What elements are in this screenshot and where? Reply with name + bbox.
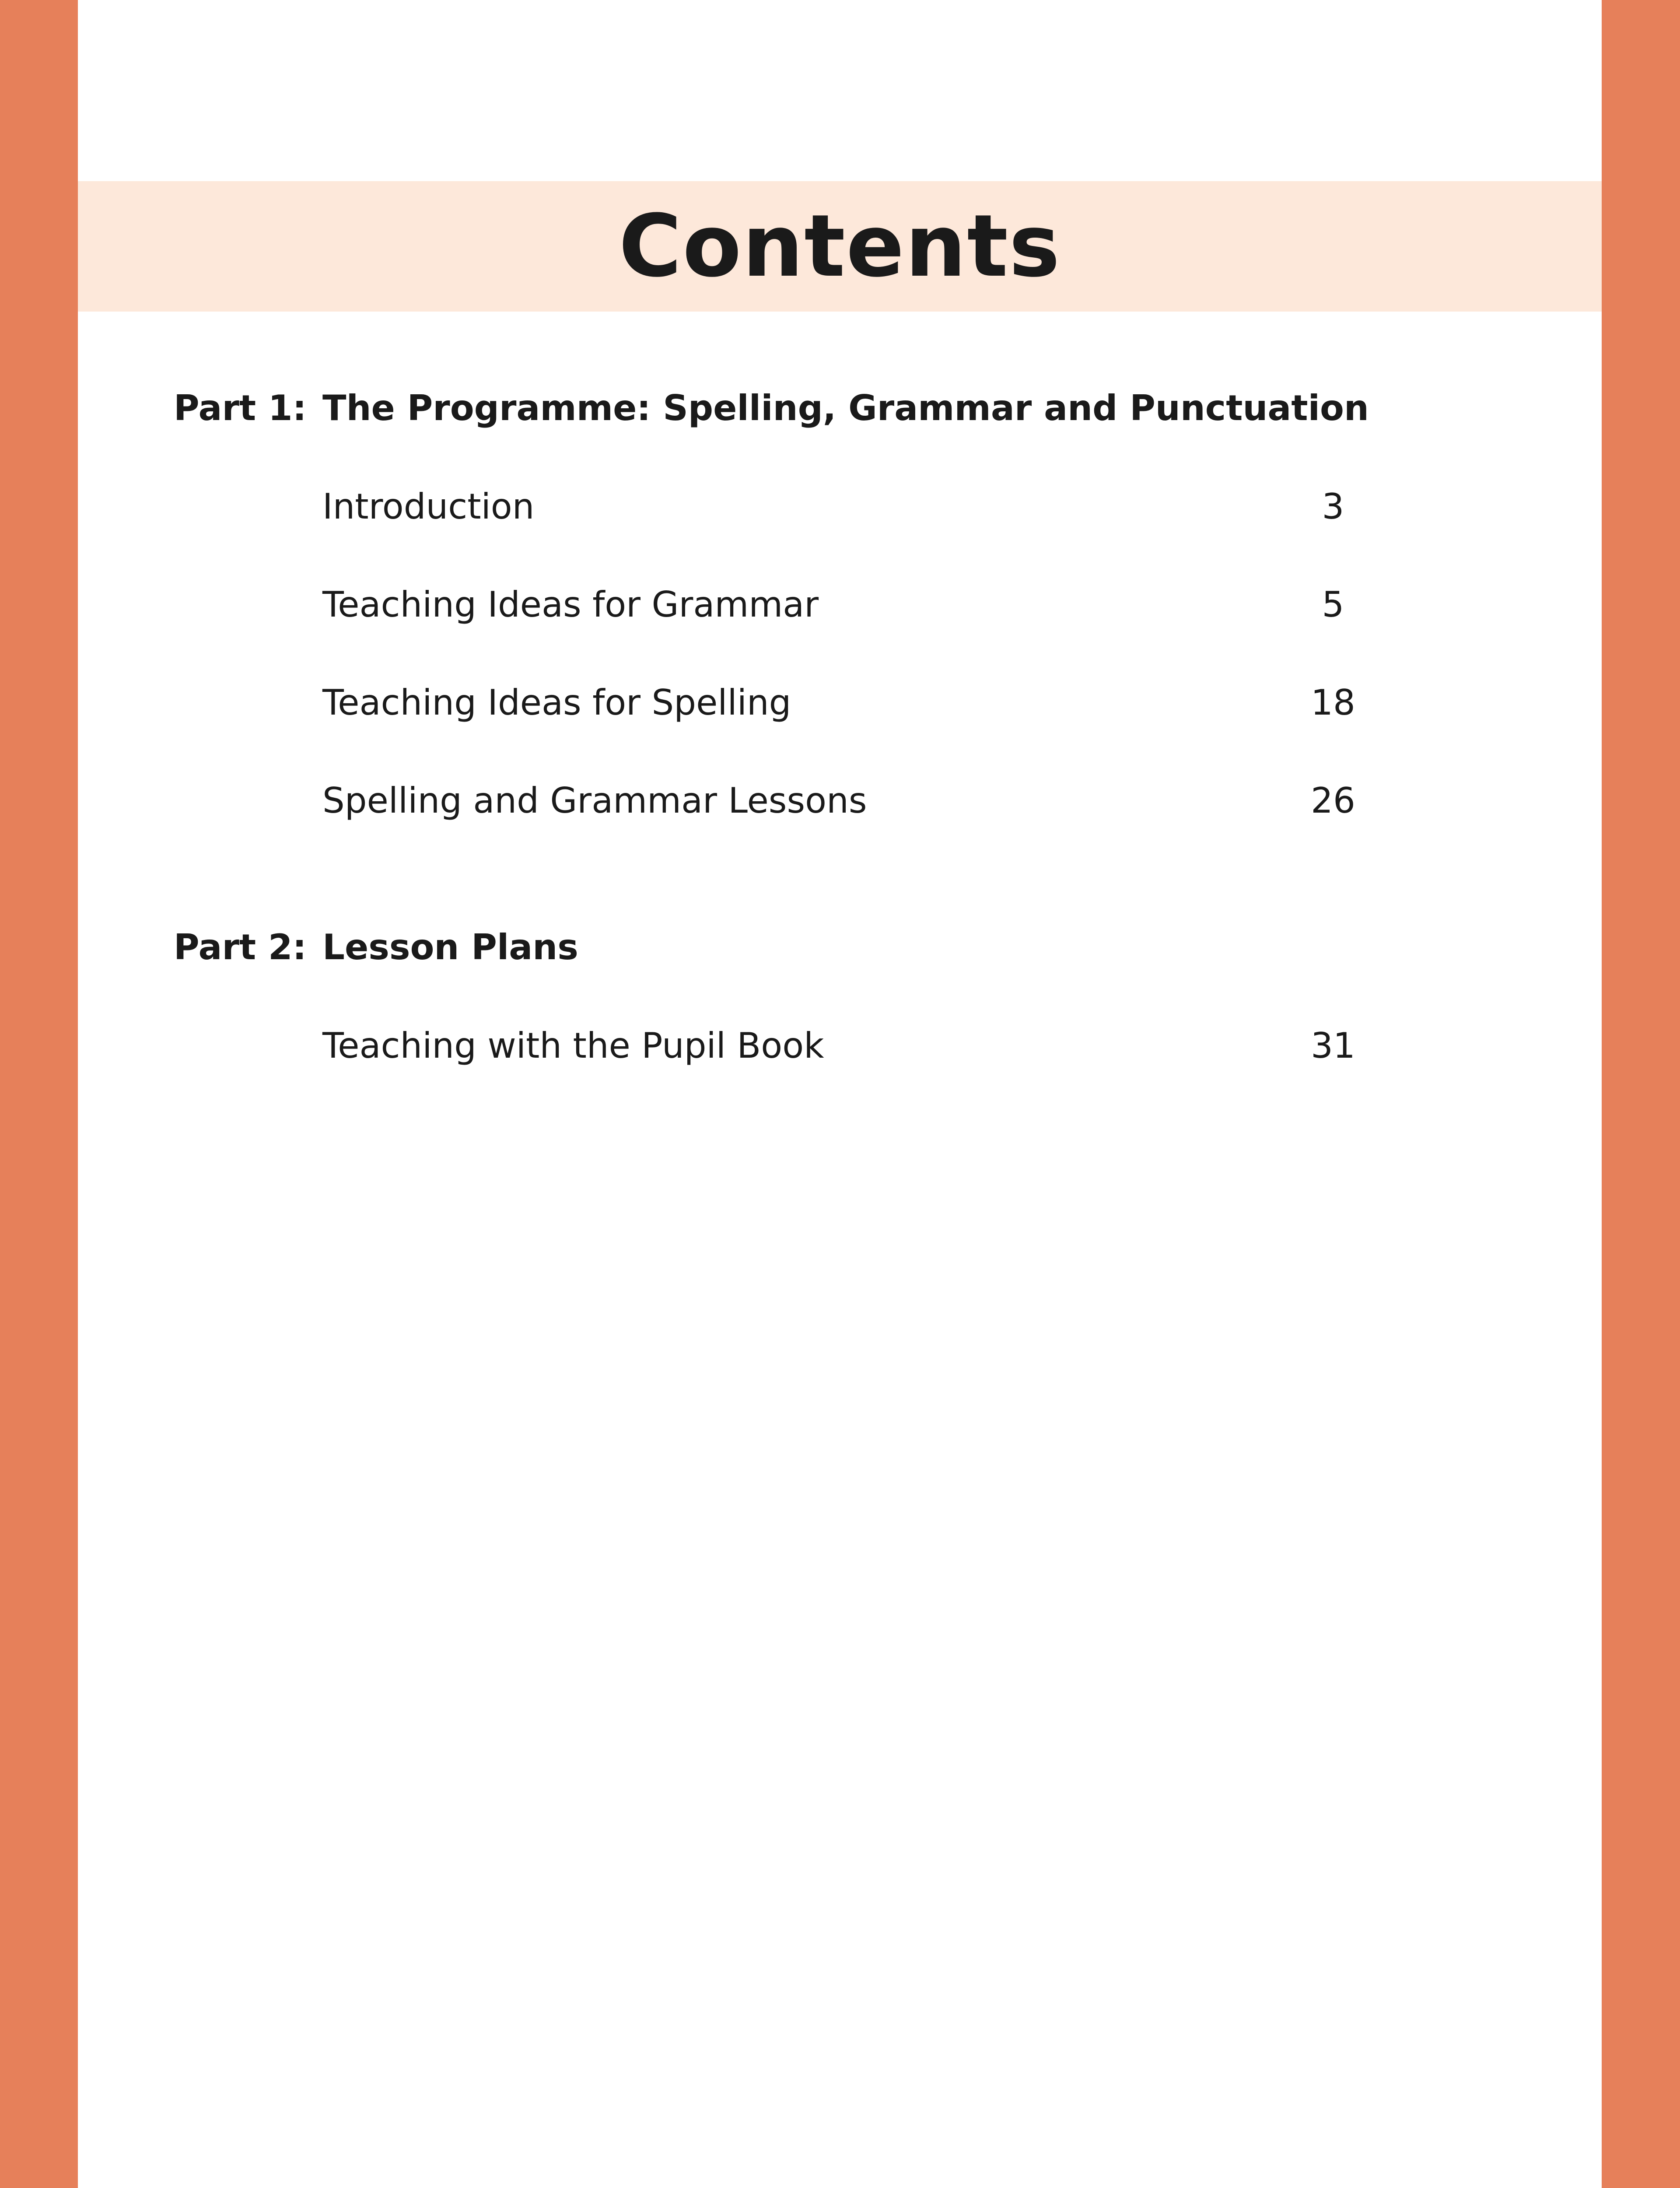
toc-entry-page: 3 [1322,486,1344,527]
toc-entry-teaching-ideas-spelling[interactable] [322,682,1377,723]
toc-entry-page: 26 [1311,780,1355,821]
toc-entry-title: Teaching Ideas for Spelling [322,682,791,723]
toc-entry-teaching-ideas-grammar[interactable] [322,584,1377,625]
part-1-title: The Programme: Spelling, Grammar and Punctuation [322,388,1369,428]
toc-entry-spelling-grammar-lessons[interactable] [322,780,1377,821]
toc-entry-title: Teaching Ideas for Grammar [322,584,819,625]
title-band [78,181,1602,312]
part-1-heading [174,388,1369,428]
toc-entry-title: Spelling and Grammar Lessons [322,780,867,821]
part-1-label: Part 1: [174,388,307,428]
toc-entry-page: 5 [1322,584,1344,625]
part-2-title: Lesson Plans [322,927,578,968]
page-title: Contents [619,196,1061,296]
toc-entry-introduction[interactable] [322,486,1377,527]
part-2-label: Part 2: [174,927,307,968]
toc-entry-title: Teaching with the Pupil Book [322,1025,824,1066]
toc-entry-page: 31 [1311,1025,1355,1066]
toc-entry-teaching-pupil-book[interactable] [322,1025,1377,1066]
part-2-heading [174,927,578,968]
right-accent-stripe [1602,0,1680,2188]
toc-entry-page: 18 [1311,682,1355,723]
toc-entry-title: Introduction [322,486,535,527]
left-accent-stripe [0,0,78,2188]
